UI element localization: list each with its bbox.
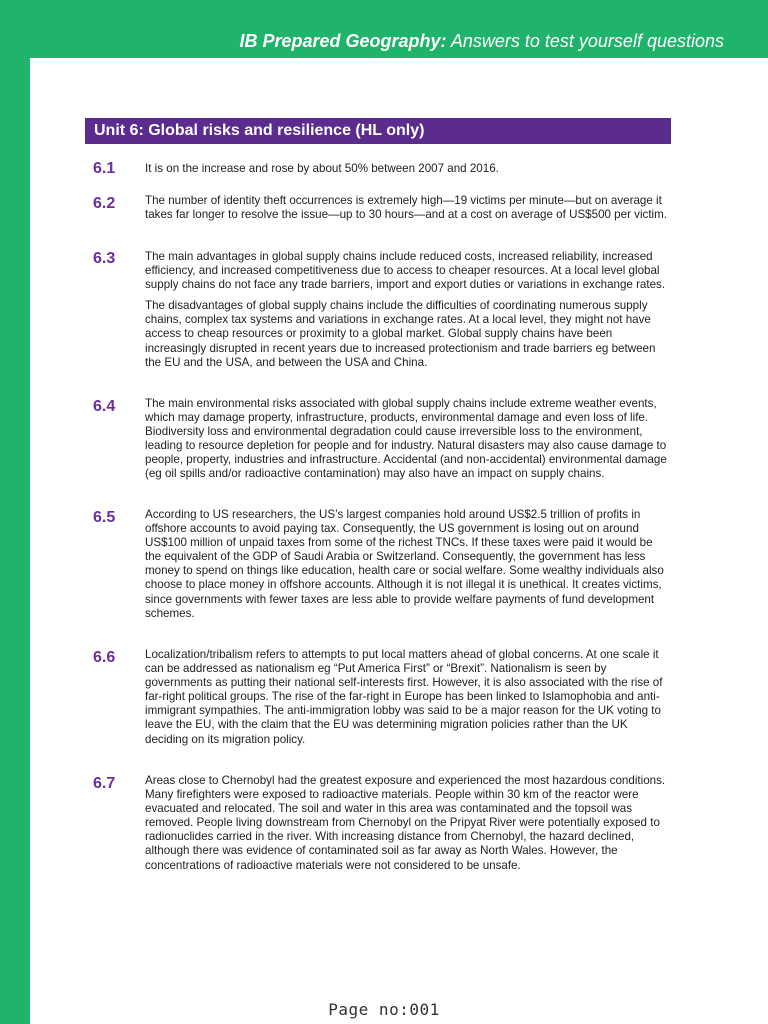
question-number: 6.5 [93, 509, 116, 526]
answer-text [145, 250, 670, 370]
page-number: Page no:001 [328, 1000, 440, 1019]
answer-paragraph: The disadvantages of global supply chains include the difficulties of coordinating numerous supply chains, complex tax systems and variations in exchange rates. At a local level, they might not have access to cheap resources or proximity to a global market. Global supply chains have been increasingly disrupted in recent years due to increased protectionism and trade barriers eg between the EU and the USA, and between the USA and China. [145, 299, 656, 369]
header-title-bold: IB Prepared Geography: [239, 31, 447, 51]
question-number: 6.1 [93, 160, 116, 177]
answer-paragraph: The main environmental risks associated with global supply chains include extreme weather events, which may damage property, infrastructure, products, environmental damage and even loss of life. Biodiversity loss and environmental degradation could cause irreversible loss to the environment, leading to resource depletion for people and for industry. Natural disasters may also cause damage to people, property, industries and infrastructure. Accidental (and non-accidental) environmental damage (eg oil spills and/or radioactive contamination) may also have an impact on supply chains. [145, 397, 667, 481]
header-title [239, 30, 724, 52]
answer-paragraph: Localization/tribalism refers to attempts to put local matters ahead of global concerns. At one scale it can be addressed as nationalism eg “Put America First” or “Brexit”. Nationalism is seen by governments as putting their national self-interests first. However, it is also associated with the rise of far-right political groups. The rise of the far-right in Europe has been linked to Islamophobia and anti-immigrant sympathies. The anti-immigration lobby was said to be a major reason for the UK voting to leave the EU, with the claim that the EU was determining migration policies rather than the UK deciding on its migration policy. [145, 648, 663, 746]
header-title-rest: Answers to test yourself questions [446, 31, 724, 51]
answer-paragraph: The number of identity theft occurrences is extremely high—19 victims per minute—but on average it takes far longer to resolve the issue—up to 30 hours—and at a cost on average of US$500 per victim. [145, 194, 668, 222]
answer-paragraph: Areas close to Chernobyl had the greatest exposure and experienced the most hazardous conditions. Many firefighters were exposed to radioactive materials. People within 30 km of the reactor were evacuated and relocated. The soil and water in this area was contaminated and the topsoil was removed. People living downstream from Chernobyl on the Pripyat River were potentially exposed to radionuclides carried in the river. With increasing distance from Chernobyl, the hazard declined, although there was evidence of contaminated soil as far away as North Wales. However, the concentrations of radioactive materials were not considered to be unsafe. [145, 774, 666, 872]
answer-text [145, 508, 670, 621]
answer-text [145, 162, 670, 176]
answer-paragraph: According to US researchers, the US’s largest companies hold around US$2.5 trillion of profits in offshore accounts to avoid paying tax. Consequently, the US government is losing out on around US$100 million of unpaid taxes from some of the richest TNCs. If these taxes were paid it would be the equivalent of the GDP of Saudi Arabia or Switzerland. Consequently, the government has less money to spend on things like education, health care or social welfare. Some wealthy individuals also choose to place money in offshore accounts. Although it is not illegal it is unethical. It creates victims, since governments with fewer taxes are less able to provide welfare payments of fund development schemes. [145, 508, 664, 620]
left-band [0, 0, 30, 1024]
unit-title: Unit 6: Global risks and resilience (HL only) [94, 122, 425, 139]
question-number: 6.7 [93, 775, 116, 792]
answer-text [145, 648, 670, 747]
answer-text [145, 397, 670, 482]
answer-paragraph: It is on the increase and rose by about 50% between 2007 and 2016. [145, 162, 499, 175]
question-number: 6.3 [93, 250, 116, 267]
unit-title-bar [85, 118, 671, 144]
answer-text [145, 194, 670, 222]
question-number: 6.2 [93, 195, 116, 212]
answer-text [145, 774, 670, 873]
answer-paragraph: The main advantages in global supply chains include reduced costs, increased reliability, increased efficiency, and increased competitiveness due to access to cheaper resources. At a local level global supply chains do not face any trade barriers, import and export duties or variations in exchange rates. [145, 250, 666, 292]
question-number: 6.6 [93, 649, 116, 666]
question-number: 6.4 [93, 398, 116, 415]
